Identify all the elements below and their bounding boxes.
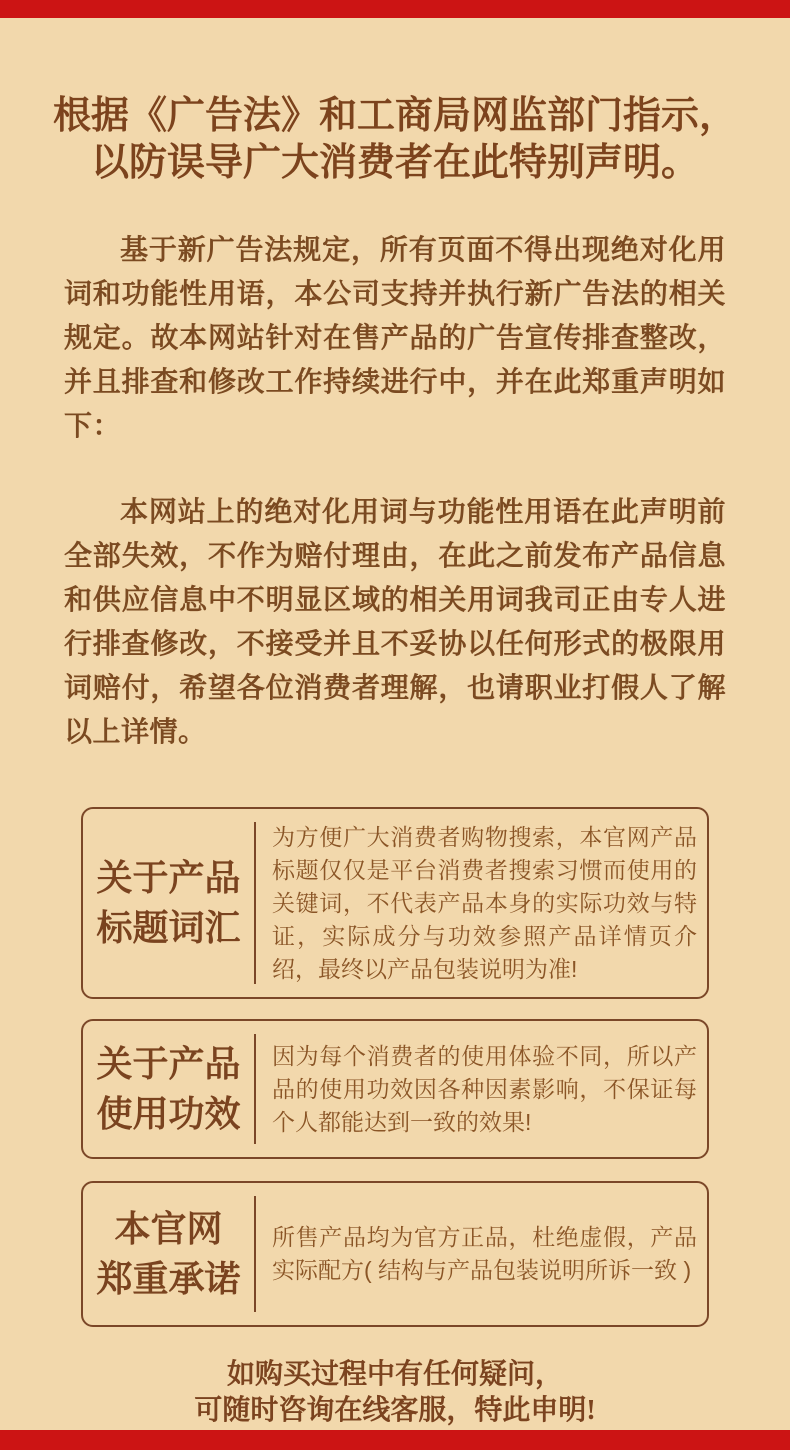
statement-paragraph-disclaimer: 本网站上的绝对化用词与功能性用语在此声明前全部失效，不作为赔付理由，在此之前发布产品信息和供应信息中不明显区域的相关用词我司正由专人进行排查修改，不接受并且不妥协以任何形式的极限用词赔付，希望各位消费者理解，也请职业打假人了解以上详情。 [64, 497, 726, 748]
notice-box-usage-effect [81, 1019, 709, 1159]
footer-note-line-2: 可随时咨询在线客服，特此申明! [194, 1395, 596, 1426]
notice-box-label-line-1: 关于产品 [96, 858, 241, 898]
notice-box-official-promise [81, 1181, 709, 1327]
footer-note-line-1: 如购买过程中有任何疑问， [226, 1359, 563, 1390]
notice-box-text [256, 1021, 707, 1157]
notice-box-label [83, 1021, 254, 1157]
notice-box-label-line-1: 本官网 [114, 1209, 223, 1249]
notice-box-label [83, 809, 254, 997]
notice-box-title-keywords [81, 807, 709, 999]
page-title-line-2: 以防误导广大消费者在此特别声明。 [90, 142, 699, 184]
page-title [0, 93, 790, 187]
bottom-red-bar [0, 1430, 790, 1450]
notice-box-list [81, 807, 709, 1327]
notice-box-label-line-2: 郑重承诺 [96, 1259, 241, 1299]
notice-box-label-line-1: 关于产品 [96, 1044, 241, 1084]
statement-paragraph-intro: 基于新广告法规定，所有页面不得出现绝对化用词和功能性用语，本公司支持并执行新广告法的相关规定。故本网站针对在售产品的广告宣传排查整改，并且排查和修改工作持续进行中，并在此郑重声明如下： [64, 235, 726, 442]
notice-box-text-content: 因为每个消费者的使用体验不同，所以产品的使用功效因各种因素影响，不保证每个人都能达到一致的效果! [272, 1042, 697, 1135]
top-red-bar [0, 0, 790, 18]
notice-box-label [83, 1183, 254, 1325]
notice-box-text-content: 所售产品均为官方正品，杜绝虚假，产品实际配方( 结构与产品包装说明所诉一致 ) [272, 1224, 697, 1283]
notice-box-text-content: 为方便广大消费者购物搜索，本官网产品标题仅仅是平台消费者搜索习惯而使用的关键词，不代表产品本身的实际功效与特证，实际成分与功效参照产品详情页介绍，最终以产品包装说明为准! [272, 823, 697, 982]
page-title-line-1: 根据《广告法》和工商局网监部门指示， [52, 95, 737, 137]
notice-box-text [256, 1183, 707, 1325]
notice-box-text [256, 809, 707, 997]
notice-box-label-line-2: 使用功效 [96, 1094, 241, 1134]
notice-box-label-line-2: 标题词汇 [96, 908, 241, 948]
footer-note [0, 1357, 790, 1429]
